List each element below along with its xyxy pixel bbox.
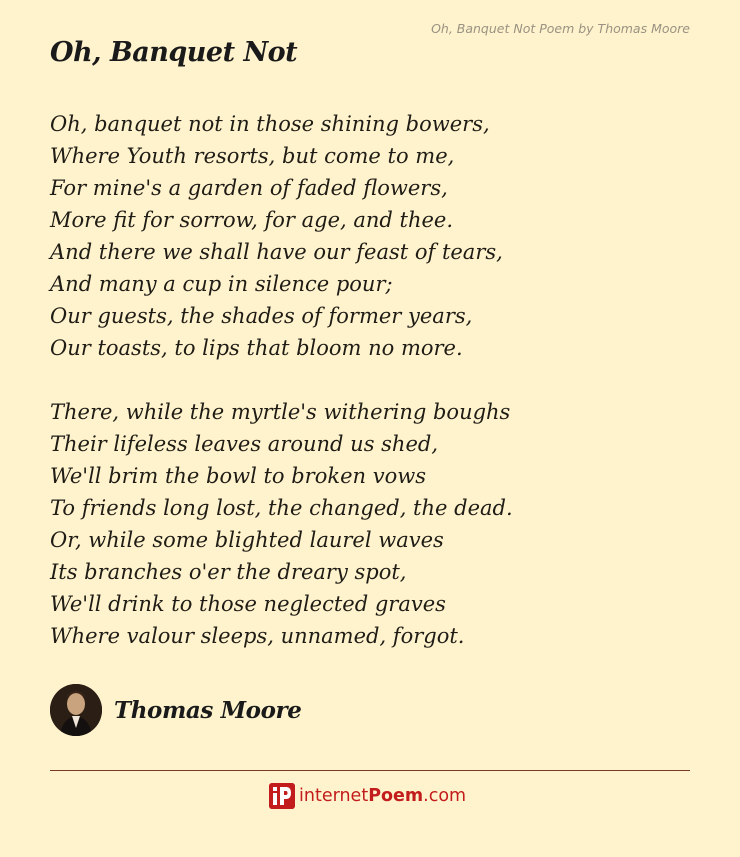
brand-text[interactable] — [299, 786, 466, 806]
author-avatar[interactable] — [50, 684, 102, 736]
poem-line: And many a cup in silence pour; — [50, 272, 393, 296]
poem-line: And there we shall have our feast of tears, — [50, 240, 503, 264]
poem-line: To friends long lost, the changed, the dead. — [50, 496, 513, 520]
poem-line: Our guests, the shades of former years, — [50, 304, 473, 328]
brand-text-part1: internet — [299, 786, 369, 806]
poem-line: For mine's a garden of faded flowers, — [50, 176, 448, 200]
poem-line: There, while the myrtle's withering boughs — [50, 400, 511, 424]
poem-line: We'll brim the bowl to broken vows — [50, 464, 426, 488]
poem-line: We'll drink to those neglected graves — [50, 592, 446, 616]
poem-line: Their lifeless leaves around us shed, — [50, 432, 438, 456]
header-caption: Oh, Banquet Not Poem by Thomas Moore — [431, 21, 690, 36]
poem-line: Where valour sleeps, unnamed, forgot. — [50, 624, 465, 648]
brand-text-part2: Poem — [368, 786, 424, 806]
author-name[interactable]: Thomas Moore — [114, 696, 302, 724]
author-portrait-icon — [50, 684, 102, 736]
poem-line: Our toasts, to lips that bloom no more. — [50, 336, 463, 360]
stanza-1 — [50, 108, 503, 364]
poem-line: Its branches o'er the dreary spot, — [50, 560, 407, 584]
footer-brand-link[interactable] — [269, 783, 466, 809]
ip-logo-icon — [269, 783, 295, 809]
footer-divider — [50, 770, 690, 771]
poem-line: Oh, banquet not in those shining bowers, — [50, 112, 490, 136]
poem-title: Oh, Banquet Not — [50, 37, 298, 68]
stanza-2 — [50, 396, 513, 652]
poem-line: Where Youth resorts, but come to me, — [50, 144, 455, 168]
poem-line: Or, while some blighted laurel waves — [50, 528, 444, 552]
brand-text-part3: .com — [423, 786, 467, 806]
poem-line: More fit for sorrow, for age, and thee. — [50, 208, 454, 232]
author-row[interactable] — [50, 684, 301, 736]
